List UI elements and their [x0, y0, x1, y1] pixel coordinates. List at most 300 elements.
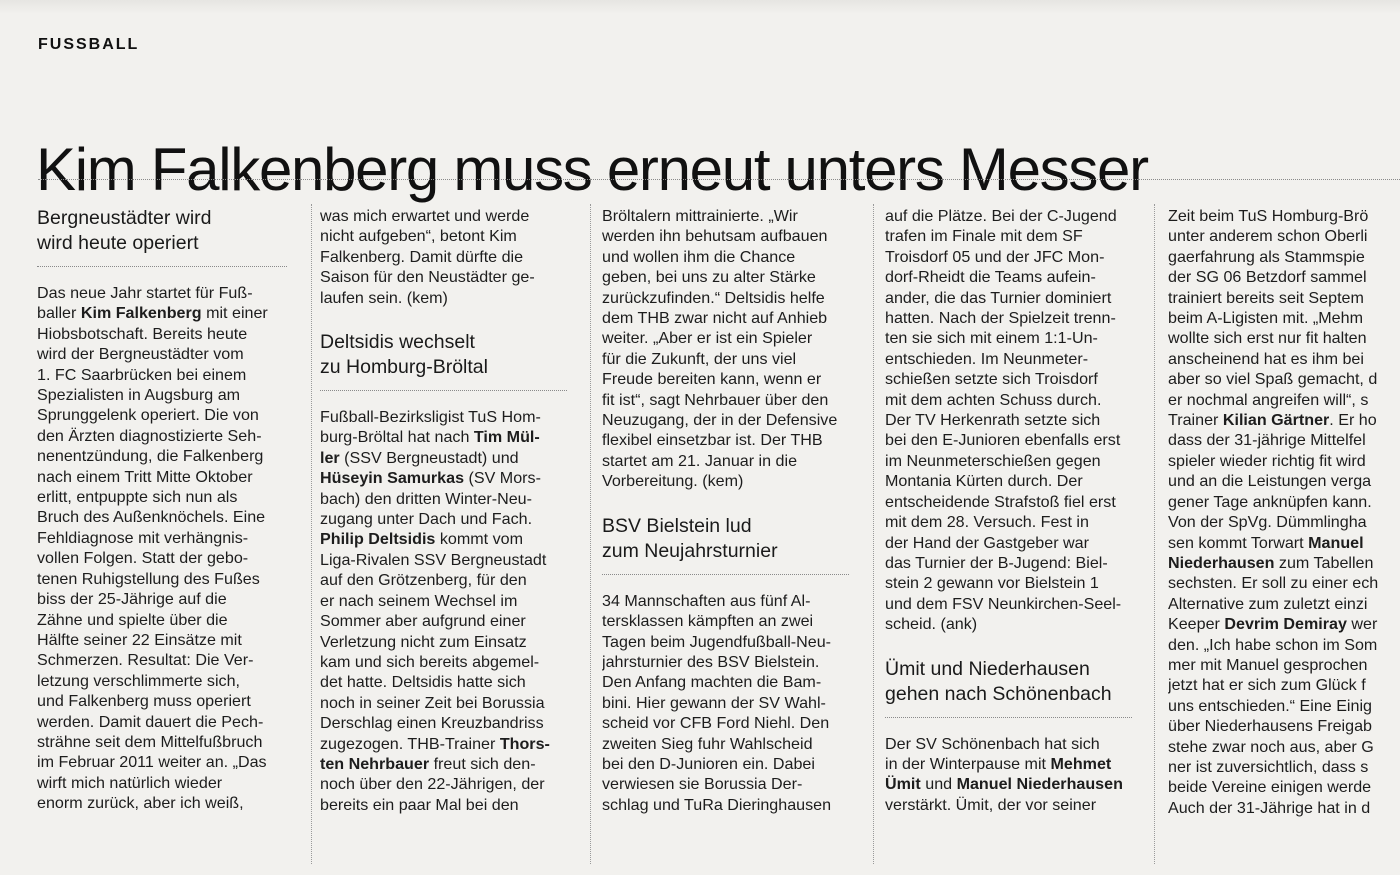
- text-run: Tagen beim Jugendfußball-Neu-: [602, 632, 832, 651]
- bold-name: ten Nehrbauer: [320, 754, 430, 773]
- text-run: vollen Folgen. Statt der gebo-: [37, 549, 249, 568]
- text-line: [1168, 226, 1400, 246]
- text-run: Falkenberg. Damit dürfte die: [320, 247, 524, 266]
- article-column-1: [37, 206, 309, 866]
- text-run: (SSV Bergneustadt) und: [339, 448, 519, 467]
- text-run: den Ärzten diagnostizierte Seh-: [37, 426, 262, 445]
- text-run: er nach seinem Wechsel im: [320, 591, 518, 610]
- text-line: [602, 390, 870, 410]
- article-paragraph: [602, 591, 870, 815]
- text-line: [37, 303, 309, 323]
- text-line: [1168, 737, 1400, 757]
- bold-name: Tim Mül-: [473, 428, 540, 447]
- text-run: Der SV Schönenbach hat sich: [885, 734, 1100, 753]
- bold-name: Kim Falkenberg: [80, 304, 202, 323]
- text-line: [320, 427, 588, 447]
- text-line: [37, 630, 309, 650]
- paragraph-gap: [602, 492, 870, 514]
- paragraph-gap: [320, 308, 588, 330]
- text-run: Der TV Herkenrath setzte sich: [885, 411, 1101, 430]
- text-line: [37, 365, 309, 385]
- subheading-line: zum Neujahrsturnier: [602, 539, 778, 562]
- text-run: nach einem Tritt Mitte Oktober: [37, 467, 253, 486]
- text-run: dem THB zwar nicht auf Anhieb: [602, 309, 828, 328]
- text-line: [602, 288, 870, 308]
- text-line: [37, 446, 309, 466]
- text-line: [602, 652, 870, 672]
- text-run: für die Zukunft, der uns viel: [602, 349, 797, 368]
- text-line: [602, 591, 870, 611]
- text-line: [37, 467, 309, 487]
- bold-name: Hüseyin Samurkas: [320, 469, 465, 488]
- text-run: der Hand der Gastgeber war: [885, 533, 1089, 552]
- subheading-line: Bergneustädter wird: [37, 207, 212, 229]
- text-line: [37, 589, 309, 609]
- bold-name: Philip Deltsidis: [320, 530, 436, 549]
- subheading-line: BSV Bielstein lud: [602, 514, 752, 537]
- bold-name: Manuel: [1308, 533, 1364, 552]
- text-run: zweiten Sieg fuhr Wahlscheid: [602, 734, 813, 753]
- text-run: Troisdorf 05 und der JFC Mon-: [885, 247, 1105, 266]
- text-line: [1168, 206, 1400, 226]
- text-run: Das neue Jahr startet für Fuß-: [37, 284, 253, 302]
- text-run: im Neunmeterschießen gegen: [885, 451, 1101, 470]
- text-line: [602, 795, 870, 815]
- text-line: [885, 754, 1153, 774]
- text-run: wirft mich natürlich wieder: [37, 773, 223, 792]
- text-line: [37, 385, 309, 405]
- text-run: und wollen ihm die Chance: [602, 247, 796, 266]
- text-run: schlag und TuRa Dieringhausen: [602, 795, 832, 814]
- text-run: Bröltalern mittrainierte. „Wir: [602, 207, 798, 225]
- text-run: den. „Ich habe schon im Som: [1168, 635, 1378, 654]
- text-run: Keeper: [1168, 615, 1225, 634]
- page-top-margin: [0, 0, 1400, 14]
- text-run: Sommer aber aufgrund einer: [320, 612, 526, 631]
- text-line: [1168, 267, 1400, 287]
- subheading-divider: [37, 266, 287, 267]
- article-column-3: [602, 206, 870, 866]
- text-line: [602, 713, 870, 733]
- text-run: laufen sein. (kem): [320, 288, 448, 307]
- text-line: [885, 734, 1153, 754]
- text-line: [1168, 716, 1400, 736]
- text-run: Montania Kürten durch. Der: [885, 472, 1083, 491]
- text-run: das Turnier der B-Jugend: Biel-: [885, 553, 1108, 572]
- text-line: [320, 468, 588, 488]
- text-line: [885, 512, 1153, 532]
- text-run: mit dem 28. Versuch. Fest in: [885, 513, 1089, 532]
- text-line: [320, 652, 588, 672]
- text-run: enorm zurück, aber ich weiß,: [37, 794, 244, 813]
- column-divider: [311, 204, 312, 864]
- article-paragraph: [320, 206, 588, 308]
- text-line: [320, 448, 588, 468]
- text-run: verstärkt. Ümit, der vor seiner: [885, 795, 1097, 814]
- article-paragraph: [320, 407, 588, 815]
- text-run: werden ihn behutsam aufbauen: [602, 227, 828, 246]
- text-line: [885, 573, 1153, 593]
- text-line: [1168, 777, 1400, 797]
- text-line: [602, 328, 870, 348]
- text-line: [320, 247, 588, 267]
- text-line: [37, 324, 309, 344]
- subheading-line: wird heute operiert: [37, 232, 199, 254]
- text-line: [320, 206, 588, 226]
- text-run: jahrsturnier des BSV Bielstein.: [602, 652, 820, 671]
- bold-name: Manuel Niederhausen: [956, 775, 1123, 794]
- text-line: [885, 795, 1153, 815]
- text-line: [37, 344, 309, 364]
- text-line: [37, 405, 309, 425]
- text-run: stein 2 gewann vor Bielstein 1: [885, 574, 1099, 593]
- text-run: Schmerzen. Resultat: Die Ver-: [37, 651, 254, 670]
- text-run: schießen setzte sich Troisdorf: [885, 370, 1098, 389]
- text-run: mit dem achten Schuss durch.: [885, 390, 1102, 409]
- text-run: im Februar 2011 weiter an. „Das: [37, 753, 267, 772]
- text-line: [320, 672, 588, 692]
- text-run: burg-Bröltal hat nach: [320, 428, 474, 447]
- text-run: über Niederhausens Freigab: [1168, 717, 1372, 736]
- article-paragraph: [37, 283, 309, 814]
- text-run: kam und sich bereits abgemel-: [320, 652, 540, 671]
- text-line: [37, 691, 309, 711]
- text-run: gener Tage anknüpfen kann.: [1168, 492, 1372, 511]
- text-run: mer mit Manuel gesprochen: [1168, 655, 1368, 674]
- text-run: zugezogen. THB-Trainer: [320, 734, 500, 753]
- text-line: [885, 206, 1153, 226]
- text-run: bei den D-Junioren ein. Dabei: [602, 754, 815, 773]
- text-run: Derschlag einen Kreuzbandriss: [320, 714, 544, 733]
- text-line: [1168, 594, 1400, 614]
- text-run: verwiesen sie Borussia Der-: [602, 775, 803, 794]
- headline-divider: [38, 179, 1400, 180]
- text-run: aber so viel Spaß gemacht, d: [1168, 370, 1378, 389]
- text-line: [602, 471, 870, 491]
- text-line: [885, 594, 1153, 614]
- text-run: trainiert bereits seit Septem: [1168, 288, 1364, 307]
- text-run: noch in seiner Zeit bei Borussia: [320, 693, 545, 712]
- text-run: beide Vereine einigen werde: [1168, 778, 1372, 797]
- text-line: [320, 489, 588, 509]
- text-run: Auch der 31-Jährige hat in d: [1168, 798, 1371, 817]
- text-line: [885, 226, 1153, 246]
- text-run: wer: [1346, 615, 1378, 634]
- text-line: [885, 430, 1153, 450]
- text-run: er nochmal angreifen will“, s: [1168, 390, 1369, 409]
- text-run: startet am 21. Januar in die: [602, 451, 798, 470]
- text-line: [320, 632, 588, 652]
- text-line: [320, 267, 588, 287]
- text-run: Trainer: [1168, 411, 1223, 430]
- bold-name: Ümit: [885, 775, 921, 794]
- bold-name: Devrim Demiray: [1224, 615, 1347, 634]
- text-line: [37, 507, 309, 527]
- text-run: dass der 31-jährige Mittelfel: [1168, 431, 1366, 450]
- text-line: [885, 614, 1153, 634]
- text-line: [885, 288, 1153, 308]
- subheading-divider: [885, 717, 1132, 718]
- text-line: [602, 349, 870, 369]
- text-run: und: [920, 775, 957, 794]
- text-line: [37, 650, 309, 670]
- text-line: [320, 611, 588, 631]
- text-run: sechsten. Er soll zu einer ech: [1168, 574, 1379, 593]
- text-line: [37, 426, 309, 446]
- text-run: geben, bei uns zu alter Stärke: [602, 268, 816, 287]
- text-line: [37, 671, 309, 691]
- text-run: auf den Grötzenberg, für den: [320, 571, 527, 590]
- text-line: [602, 308, 870, 328]
- text-run: anscheinend hat es ihm bei: [1168, 349, 1364, 368]
- text-run: Hälfte seiner 22 Einsätze mit: [37, 630, 242, 649]
- text-line: [320, 509, 588, 529]
- text-line: [885, 369, 1153, 389]
- text-line: [1168, 553, 1400, 573]
- column-divider: [1154, 204, 1155, 864]
- text-run: werden. Damit dauert die Pech-: [37, 712, 264, 731]
- column-divider: [590, 204, 591, 864]
- text-line: [602, 632, 870, 652]
- text-line: [885, 492, 1153, 512]
- text-run: ander, die das Turnier dominiert: [885, 288, 1112, 307]
- text-run: strähne seit dem Mittelfußbruch: [37, 732, 263, 751]
- text-line: [885, 267, 1153, 287]
- text-run: jetzt hat er sich zum Glück f: [1168, 676, 1366, 695]
- text-line: [37, 712, 309, 732]
- bold-name: Kilian Gärtner: [1222, 411, 1330, 430]
- text-line: [602, 693, 870, 713]
- text-line: [1168, 512, 1400, 532]
- text-line: [1168, 492, 1400, 512]
- text-run: stehe zwar noch aus, aber G: [1168, 737, 1374, 756]
- article-paragraph: [1168, 206, 1400, 818]
- article-paragraph: [885, 206, 1153, 635]
- text-line: [1168, 247, 1400, 267]
- subheading-line: Ümit und Niederhausen: [885, 657, 1090, 680]
- text-run: freut sich den-: [429, 754, 536, 773]
- text-line: [602, 226, 870, 246]
- text-run: 34 Mannschaften aus fünf Al-: [602, 591, 811, 610]
- text-run: noch über den 22-Jährigen, der: [320, 775, 545, 794]
- text-line: [320, 713, 588, 733]
- text-line: [602, 369, 870, 389]
- text-run: hatten. Nach der Spielzeit trenn-: [885, 309, 1116, 328]
- text-run: was mich erwartet und werde: [320, 207, 530, 225]
- text-line: [37, 752, 309, 772]
- text-line: [1168, 675, 1400, 695]
- text-line: [1168, 410, 1400, 430]
- text-line: [1168, 349, 1400, 369]
- text-run: und dem FSV Neunkirchen-Seel-: [885, 594, 1122, 613]
- text-line: [320, 734, 588, 754]
- text-line: [320, 407, 588, 427]
- text-line: [885, 308, 1153, 328]
- text-run: bini. Hier gewann der SV Wahl-: [602, 693, 826, 712]
- text-run: auf die Plätze. Bei der C-Jugend: [885, 207, 1117, 225]
- text-run: scheid. (ank): [885, 615, 978, 634]
- text-run: wollte sich erst nur fit halten: [1168, 329, 1367, 348]
- text-line: [602, 410, 870, 430]
- text-run: spieler wieder richtig fit wird: [1168, 451, 1366, 470]
- text-run: wird der Bergneustädter vom: [37, 345, 244, 364]
- subheading: [602, 514, 870, 564]
- text-line: [885, 471, 1153, 491]
- text-run: bach) den dritten Winter-Neu-: [320, 489, 532, 508]
- subheading-divider: [320, 390, 567, 391]
- text-run: zugang unter Dach und Fach.: [320, 510, 533, 529]
- text-run: zum Tabellen: [1274, 553, 1374, 572]
- text-line: [885, 553, 1153, 573]
- text-run: Saison für den Neustädter ge-: [320, 268, 535, 287]
- text-run: baller: [37, 304, 81, 323]
- text-line: [1168, 533, 1400, 553]
- text-line: [885, 328, 1153, 348]
- text-run: der SG 06 Betzdorf sammel: [1168, 268, 1367, 287]
- text-run: kommt vom: [435, 530, 524, 549]
- headline: Kim Falkenberg muss erneut unters Messer: [36, 136, 1148, 204]
- text-run: nenentzündung, die Falkenberg: [37, 447, 264, 466]
- text-line: [320, 550, 588, 570]
- text-run: fit ist“, sagt Nehrbauer über den: [602, 390, 829, 409]
- text-line: [1168, 390, 1400, 410]
- text-run: und an die Leistungen verga: [1168, 472, 1372, 491]
- text-line: [1168, 430, 1400, 450]
- text-line: [1168, 635, 1400, 655]
- text-run: Sprunggelenk operiert. Die von: [37, 406, 259, 425]
- text-line: [602, 611, 870, 631]
- text-line: [1168, 798, 1400, 818]
- text-line: [1168, 471, 1400, 491]
- text-line: [320, 754, 588, 774]
- text-line: [1168, 757, 1400, 777]
- subheading: [37, 206, 309, 256]
- text-line: [1168, 614, 1400, 634]
- text-run: in der Winterpause mit: [885, 754, 1051, 773]
- text-line: [37, 528, 309, 548]
- text-line: [320, 774, 588, 794]
- text-run: Freude bereiten kann, wenn er: [602, 370, 822, 389]
- text-line: [320, 591, 588, 611]
- text-run: letzung verschlimmerte sich,: [37, 671, 241, 690]
- text-run: Alternative zum zuletzt einzi: [1168, 594, 1368, 613]
- text-line: [320, 570, 588, 590]
- text-run: uns entschieden.“ Eine Einig: [1168, 696, 1372, 715]
- text-run: weiter. „Aber er ist ein Spieler: [602, 329, 813, 348]
- text-run: gaerfahrung als Stammspie: [1168, 247, 1365, 266]
- text-run: mit einer: [201, 304, 268, 323]
- text-run: Zeit beim TuS Homburg-Brö: [1168, 207, 1369, 225]
- text-run: beim A-Ligisten mit. „Mehm: [1168, 309, 1363, 328]
- text-line: [602, 754, 870, 774]
- text-line: [37, 487, 309, 507]
- bold-name: Niederhausen: [1168, 553, 1275, 572]
- text-line: [1168, 328, 1400, 348]
- text-run: scheid vor CFB Ford Niehl. Den: [602, 714, 830, 733]
- article-paragraph: [885, 734, 1153, 816]
- section-label: FUSSBALL: [38, 36, 140, 53]
- text-line: [602, 247, 870, 267]
- bold-name: Mehmet: [1050, 754, 1112, 773]
- text-run: (SV Mors-: [464, 469, 541, 488]
- text-line: [37, 732, 309, 752]
- text-line: [37, 569, 309, 589]
- text-run: nicht aufgeben“, betont Kim: [320, 227, 517, 246]
- text-line: [602, 451, 870, 471]
- subheading: [320, 330, 588, 380]
- text-line: [320, 529, 588, 549]
- text-run: dorf-Rheidt die Teams aufein-: [885, 268, 1096, 287]
- subheading-line: gehen nach Schönenbach: [885, 682, 1112, 705]
- text-line: [37, 283, 309, 303]
- text-run: bereits ein paar Mal bei den: [320, 795, 519, 814]
- text-run: flexibel einsetzbar ist. Der THB: [602, 431, 823, 450]
- text-line: [1168, 369, 1400, 389]
- text-line: [1168, 696, 1400, 716]
- subheading-divider: [602, 574, 849, 575]
- text-line: [1168, 573, 1400, 593]
- text-run: Fehldiagnose mit verhängnis-: [37, 528, 249, 547]
- text-run: erlitt, entpuppte sich nun als: [37, 488, 238, 507]
- text-run: Vorbereitung. (kem): [602, 472, 744, 491]
- text-line: [1168, 655, 1400, 675]
- text-line: [320, 226, 588, 246]
- text-line: [320, 288, 588, 308]
- text-run: sen kommt Torwart: [1168, 533, 1309, 552]
- text-line: [1168, 451, 1400, 471]
- text-run: tersklassen kämpften an zwei: [602, 612, 814, 631]
- text-run: ten sie sich mit einem 1:1-Un-: [885, 329, 1098, 348]
- text-line: [320, 795, 588, 815]
- article-paragraph: [602, 206, 870, 492]
- text-run: bei den E-Junioren ebenfalls erst: [885, 431, 1121, 450]
- article-column-5: [1168, 206, 1400, 866]
- text-line: [885, 390, 1153, 410]
- text-line: [37, 773, 309, 793]
- text-line: [37, 793, 309, 813]
- subheading: [885, 657, 1153, 707]
- text-line: [885, 451, 1153, 471]
- text-run: Neuzugang, der in der Defensive: [602, 411, 838, 430]
- text-run: . Er ho: [1329, 411, 1377, 430]
- text-run: Fußball-Bezirksligist TuS Hom-: [320, 408, 541, 427]
- subheading-line: zu Homburg-Bröltal: [320, 356, 488, 379]
- bold-name: Thors-: [499, 734, 550, 753]
- text-line: [885, 410, 1153, 430]
- text-run: Von der SpVg. Dümmlingha: [1168, 513, 1367, 532]
- text-line: [602, 267, 870, 287]
- bold-name: ler: [320, 448, 340, 467]
- text-line: [602, 206, 870, 226]
- text-run: tenen Ruhigstellung des Fußes: [37, 569, 260, 588]
- text-line: [1168, 288, 1400, 308]
- text-run: Zähne und spielte über die: [37, 610, 228, 629]
- text-run: entschieden. Im Neunmeter-: [885, 349, 1089, 368]
- text-run: unter anderem schon Oberli: [1168, 227, 1368, 246]
- text-run: und Falkenberg muss operiert: [37, 692, 251, 711]
- text-run: Den Anfang machten die Bam-: [602, 673, 822, 692]
- text-run: ner ist zuversichtlich, dass s: [1168, 757, 1369, 776]
- text-line: [37, 610, 309, 630]
- column-divider: [873, 204, 874, 864]
- text-line: [320, 693, 588, 713]
- article-column-4: [885, 206, 1153, 866]
- text-line: [1168, 308, 1400, 328]
- text-line: [885, 774, 1153, 794]
- text-line: [885, 533, 1153, 553]
- text-run: det hatte. Deltsidis hatte sich: [320, 673, 526, 692]
- text-line: [37, 548, 309, 568]
